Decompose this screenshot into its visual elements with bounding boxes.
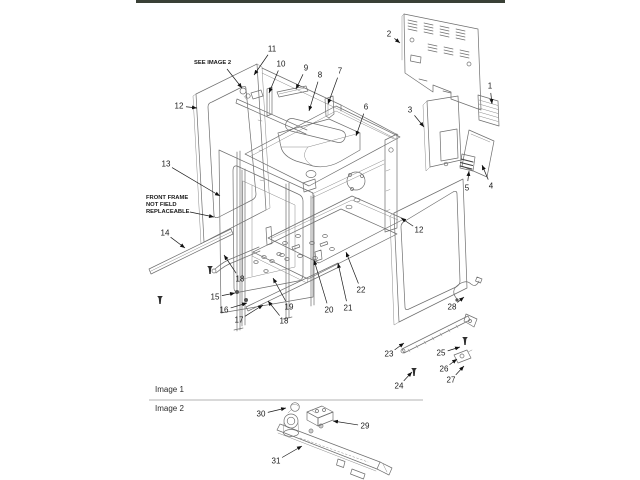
see-image-2-leader [227,69,242,88]
callout-label-9: 9 [303,63,309,73]
callout-label-28: 28 [447,302,457,312]
callout-leader-30 [268,408,286,412]
image1-artwork [149,14,499,376]
image2-artwork [277,403,392,479]
see-image-2-note: SEE IMAGE 2 [194,60,232,66]
callout-label-21: 21 [343,303,353,313]
callout-label-12: 12 [174,101,184,111]
top-bar [136,0,505,3]
front-frame-note-line2: NOT FIELD [146,202,177,208]
callout-leader-26 [450,359,457,365]
callout-leader-13 [172,168,220,196]
screws [157,266,468,376]
callout-label-1: 1 [487,81,493,91]
callout-label-18: 18 [235,274,245,284]
callout-leader-29 [333,421,358,425]
callout-leader-12 [186,107,197,108]
callout-leader-11 [254,55,268,75]
base-pans [252,196,404,283]
callout-label-25: 25 [436,348,446,358]
callout-label-27: 27 [446,375,456,385]
callout-label-26: 26 [439,364,449,374]
callout-label-15: 15 [210,292,220,302]
front-frame-note-line1: FRONT FRAME [146,195,189,201]
orifice-cap [288,403,299,413]
callout-leader-20 [314,260,327,303]
image1-section-label: Image 1 [155,385,184,394]
callout-leader-16 [231,303,247,308]
duct-cover-bracket [423,96,461,171]
burner-bar [277,421,392,479]
callout-label-3: 3 [407,105,413,115]
callout-label-14: 14 [160,228,170,238]
callout-label-19: 19 [284,302,294,312]
callout-label-20: 20 [324,305,334,315]
callout-leader-25 [448,347,460,351]
callout-leader-7 [328,78,338,104]
callout-leader-21 [338,263,346,301]
wire [454,277,482,302]
callout-leader-3 [414,115,424,127]
small-panel [462,130,494,177]
callout-leader-8 [309,82,318,111]
callout-leader-31 [282,446,302,458]
callout-label-7: 7 [337,66,343,76]
image2-section-label: Image 2 [155,404,184,413]
callout-label-13: 13 [161,159,171,169]
right-flange [385,134,397,232]
hinge-bracket [454,350,472,363]
glide-rails [149,229,339,311]
callout-label-18: 18 [279,316,289,326]
callout-leader-19 [273,278,286,301]
callout-label-5: 5 [464,183,470,193]
callout-label-22: 22 [356,285,366,295]
mounting-screws [309,424,323,433]
callout-leader-27 [456,366,464,375]
callout-leader-14 [171,237,185,248]
vent-grille [478,95,499,126]
callout-label-30: 30 [256,409,266,419]
callout-label-8: 8 [317,70,323,80]
callout-label-12: 12 [414,225,424,235]
callout-leader-1 [491,93,492,104]
back-panel [402,14,481,110]
spark-module [307,406,333,426]
callout-label-11: 11 [267,44,277,54]
callout-label-4: 4 [488,181,494,191]
callout-leader-5 [468,171,469,181]
front-frame-leader [190,212,214,217]
callout-label-24: 24 [394,381,404,391]
callout-label-31: 31 [271,456,281,466]
broil-rail [401,314,477,353]
callout-label-2: 2 [386,29,392,39]
callout-label-16: 16 [219,305,229,315]
front-frame [219,150,313,313]
callout-leader-15 [222,293,235,296]
cabinet-top-rails [262,68,398,139]
callout-leader-2 [394,38,400,43]
front-frame-note-line3: REPLACEABLE [146,209,190,215]
callout-leader-24 [404,372,412,381]
callout-leader-4 [482,165,488,180]
callout-label-17: 17 [234,315,244,325]
callout-label-6: 6 [363,102,369,112]
cavity-right-wall [312,160,384,209]
callout-label-29: 29 [360,421,370,431]
callout-label-23: 23 [384,349,394,359]
callout-label-10: 10 [276,59,286,69]
